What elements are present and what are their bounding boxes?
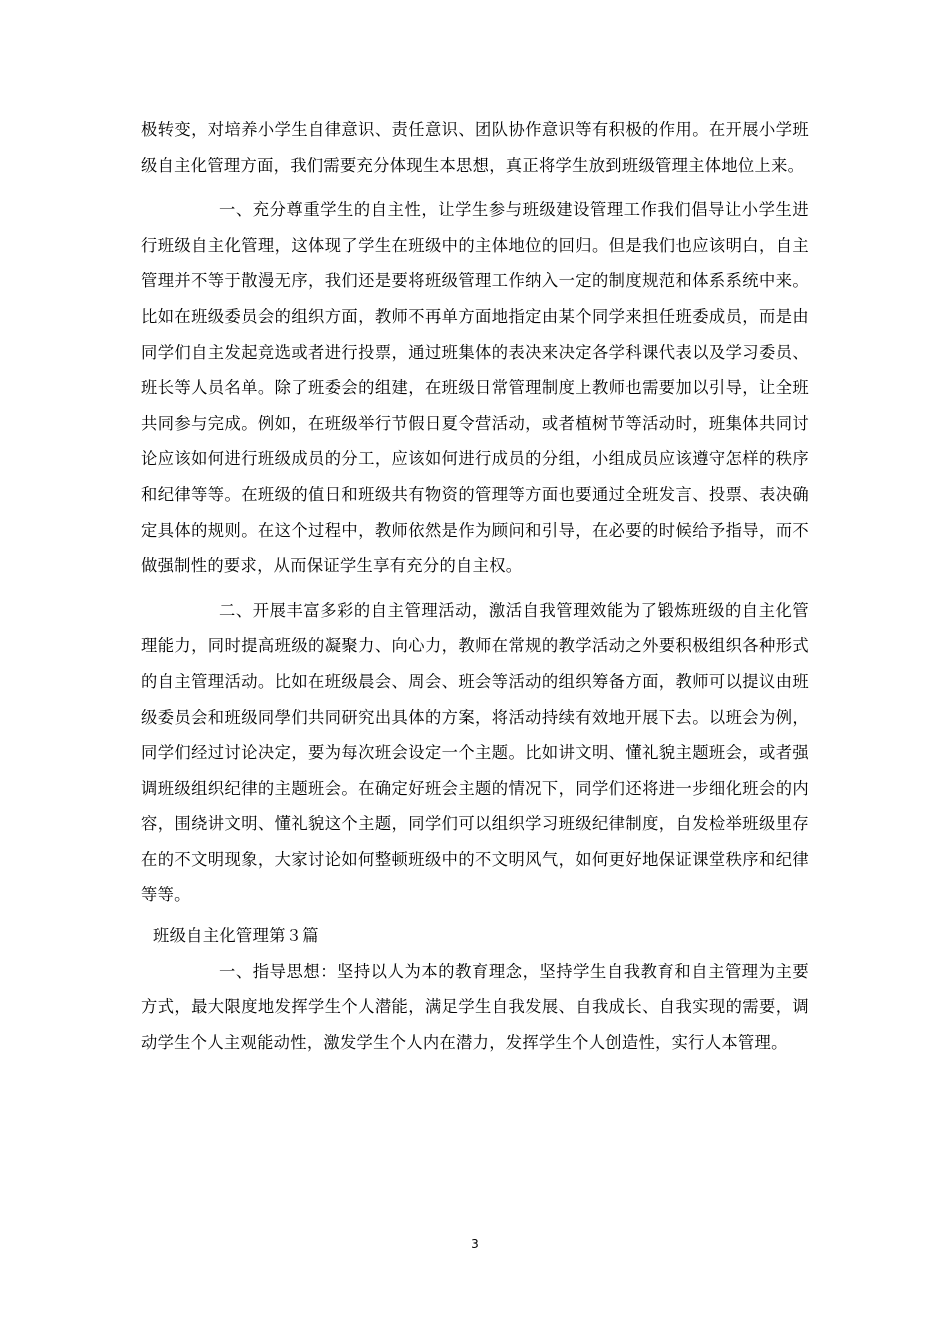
body-paragraph: 一、指导思想：坚持以人为本的教育理念，坚持学生自我教育和自主管理为主要方式，最大限度地发挥学生个人潜能，满足学生自我发展、自我成长、自我实现的需要，调动学生个人主观能动性，激发学生个人内在潜力，发挥学生个人创造性，实行人本管理。 [141, 961, 809, 1052]
document-body [141, 112, 809, 1060]
body-paragraph: 二、开展丰富多彩的自主管理活动，激活自我管理效能为了锻炼班级的自主化管理能力，同时提高班级的凝聚力、向心力，教师在常规的教学活动之外要积极组织各种形式的自主管理活动。比如在班级晨会、周会、班会等活动的组织筹备方面，教师可以提议由班级委员会和班级同學们共同研究出具体的方案，将活动持续有效地开展下去。以班会为例，同学们经过讨论决定，要为每次班会设定一个主题。比如讲文明、懂礼貌主题班会，或者强调班级组织纪律的主题班会。在确定好班会主题的情况下，同学们还将进一步细化班会的内容，围绕讲文明、懂礼貌这个主题，同学们可以组织学习班级纪律制度，自发检举班级里存在的不文明现象，大家讨论如何整顿班级中的不文明风气，如何更好地保证课堂秩序和纪律等等。 [141, 600, 809, 905]
section-heading: 班级自主化管理第３篇 [153, 926, 319, 946]
body-paragraph: 极转变，对培养小学生自律意识、责任意识、团队协作意识等有积极的作用。在开展小学班级自主化管理方面，我们需要充分体现生本思想，真正将学生放到班级管理主体地位上来。 [141, 120, 809, 175]
body-paragraph: 一、充分尊重学生的自主性，让学生参与班级建设管理工作我们倡导让小学生进行班级自主化管理，这体现了学生在班级中的主体地位的回归。但是我们也应该明白，自主管理并不等于散漫无序，我们还是要将班级管理工作纳入一定的制度规范和体系系统中来。比如在班级委员会的组织方面，教师不再单方面地指定由某个同学来担任班委成员，而是由同学们自主发起竞选或者进行投票，通过班集体的表决来决定各学科课代表以及学习委员、班长等人员名单。除了班委会的组建，在班级日常管理制度上教师也需要加以引导，让全班共同参与完成。例如，在班级举行节假日夏令营活动，或者植树节等活动时，班集体共同讨论应该如何进行班级成员的分工，应该如何进行成员的分组，小组成员应该遵守怎样的秩序和纪律等等。在班级的值日和班级共有物资的管理等方面也要通过全班发言、投票、表决确定具体的规则。在这个过程中，教师依然是作为顾问和引导，在必要的时候给予指导，而不做强制性的要求，从而保证学生享有充分的自主权。 [141, 200, 809, 576]
page-number: 3 [471, 1237, 479, 1251]
